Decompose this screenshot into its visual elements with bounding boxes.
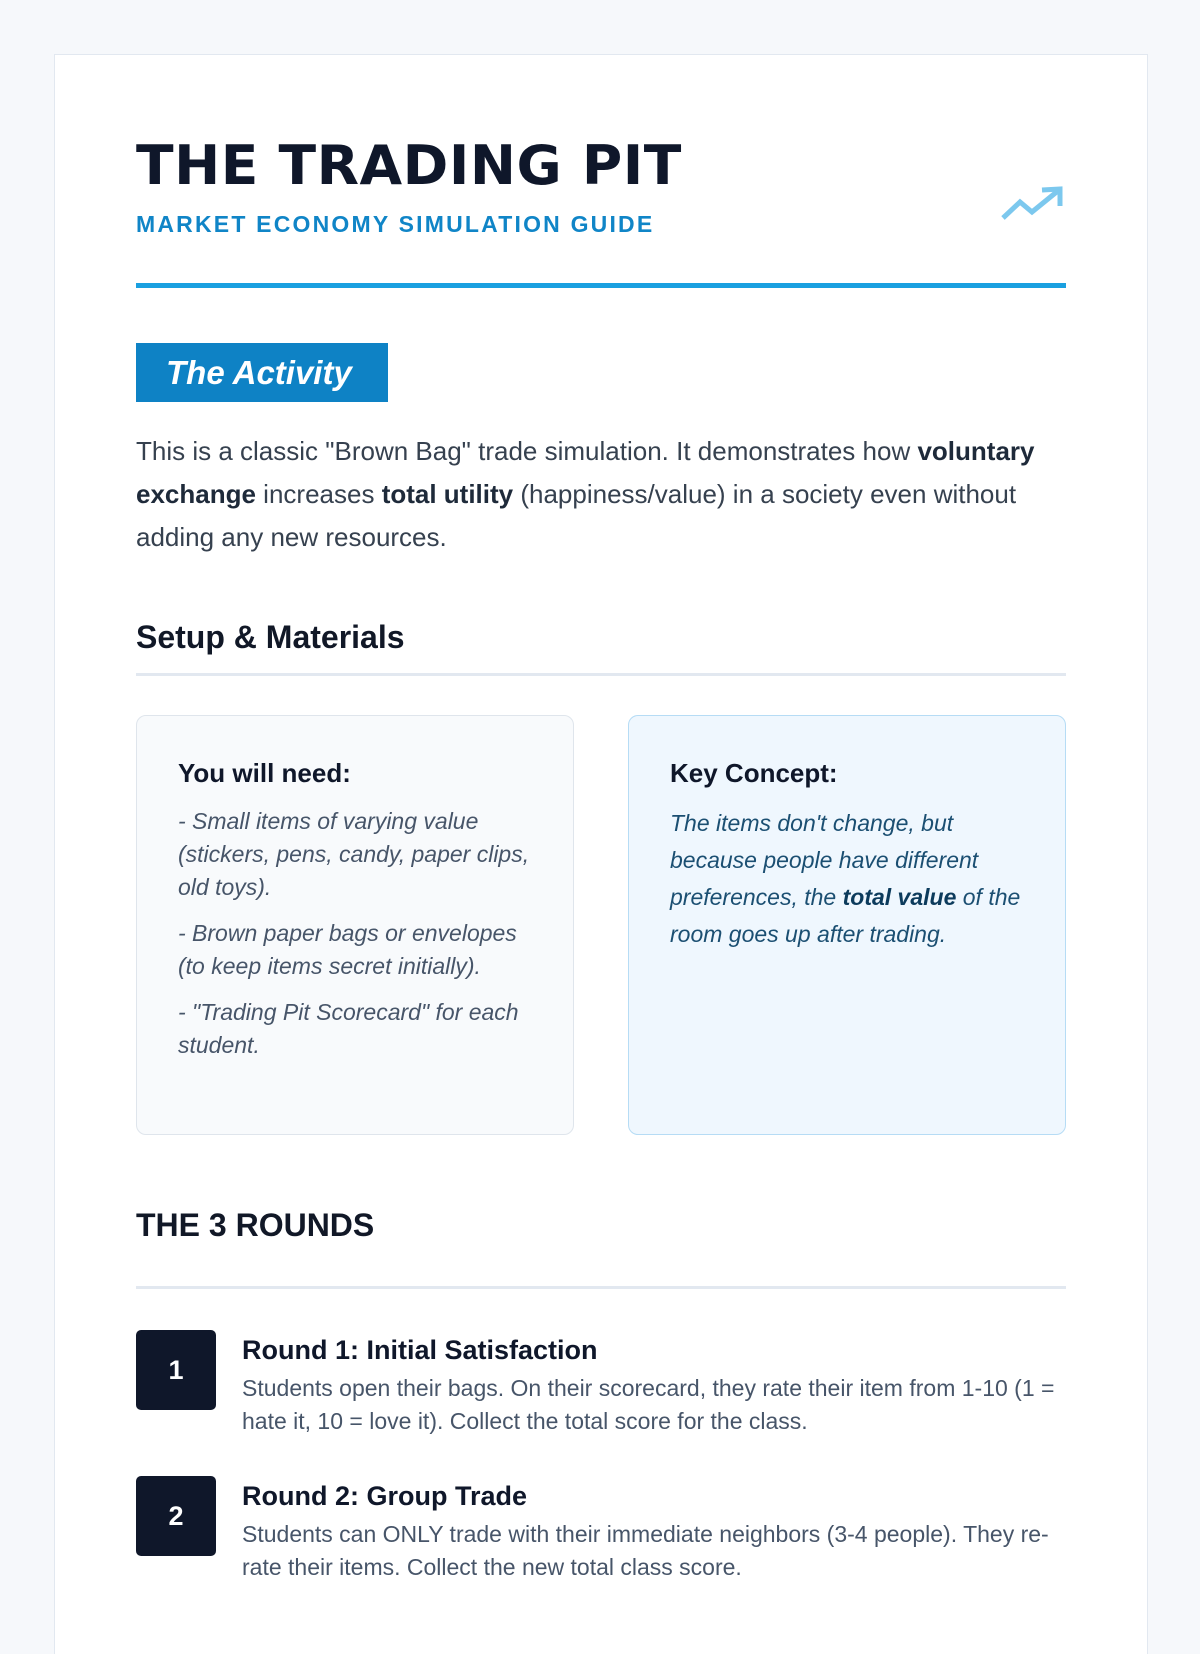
round-number-badge: 1 — [136, 1330, 216, 1410]
round-number-badge: 2 — [136, 1476, 216, 1556]
concept-text-1: The items don't change, but because people have different preferences, the — [670, 810, 979, 910]
key-concept-text — [670, 805, 1025, 953]
section-title-setup: Setup & Materials — [136, 619, 405, 655]
intro-text-1: This is a classic "Brown Bag" trade simulation. It demonstrates how — [136, 436, 918, 466]
page-subtitle: MARKET ECONOMY SIMULATION GUIDE — [136, 211, 655, 237]
intro-bold-1: voluntary exchange — [136, 436, 1035, 509]
intro-text-3: (happiness/value) in a society even without adding any new resources. — [136, 479, 1017, 552]
intro-text-2: increases — [255, 479, 382, 509]
intro-paragraph — [136, 430, 1071, 559]
materials-item: - Small items of varying value (stickers, pens, candy, paper clips, old toys). — [178, 808, 530, 900]
guide-card — [54, 54, 1148, 1654]
intro-bold-2: total utility — [381, 479, 514, 509]
round-item — [136, 1476, 1071, 1596]
key-concept-box — [628, 715, 1066, 1135]
section-title-rounds: THE 3 ROUNDS — [136, 1207, 375, 1243]
round-description: Students can ONLY trade with their immediate neighbors (3-4 people). They re-rate their items. Collect the new total class score. — [242, 1521, 1049, 1580]
header-divider — [136, 283, 1066, 288]
key-concept-heading: Key Concept: — [670, 758, 838, 788]
concept-bold: total value — [842, 884, 957, 910]
section-divider-setup — [136, 673, 1066, 676]
section-tag-activity: The Activity — [136, 343, 388, 402]
materials-box — [136, 715, 574, 1135]
trending-up-icon — [1000, 185, 1066, 225]
materials-item: - Brown paper bags or envelopes (to keep items secret initially). — [178, 920, 517, 979]
round-title: Round 1: Initial Satisfaction — [242, 1335, 598, 1365]
round-title: Round 2: Group Trade — [242, 1481, 528, 1511]
materials-item: - "Trading Pit Scorecard" for each student. — [178, 999, 519, 1058]
concept-text-2: of the room goes up after trading. — [670, 884, 1021, 947]
page-title: THE TRADING PIT — [136, 134, 682, 197]
section-divider-rounds — [136, 1286, 1066, 1289]
round-description: Students open their bags. On their scorecard, they rate their item from 1-10 (1 = hate it, 10 = love it). Collect the total score for the class. — [242, 1375, 1055, 1434]
round-item — [136, 1330, 1071, 1450]
materials-heading: You will need: — [178, 758, 351, 788]
